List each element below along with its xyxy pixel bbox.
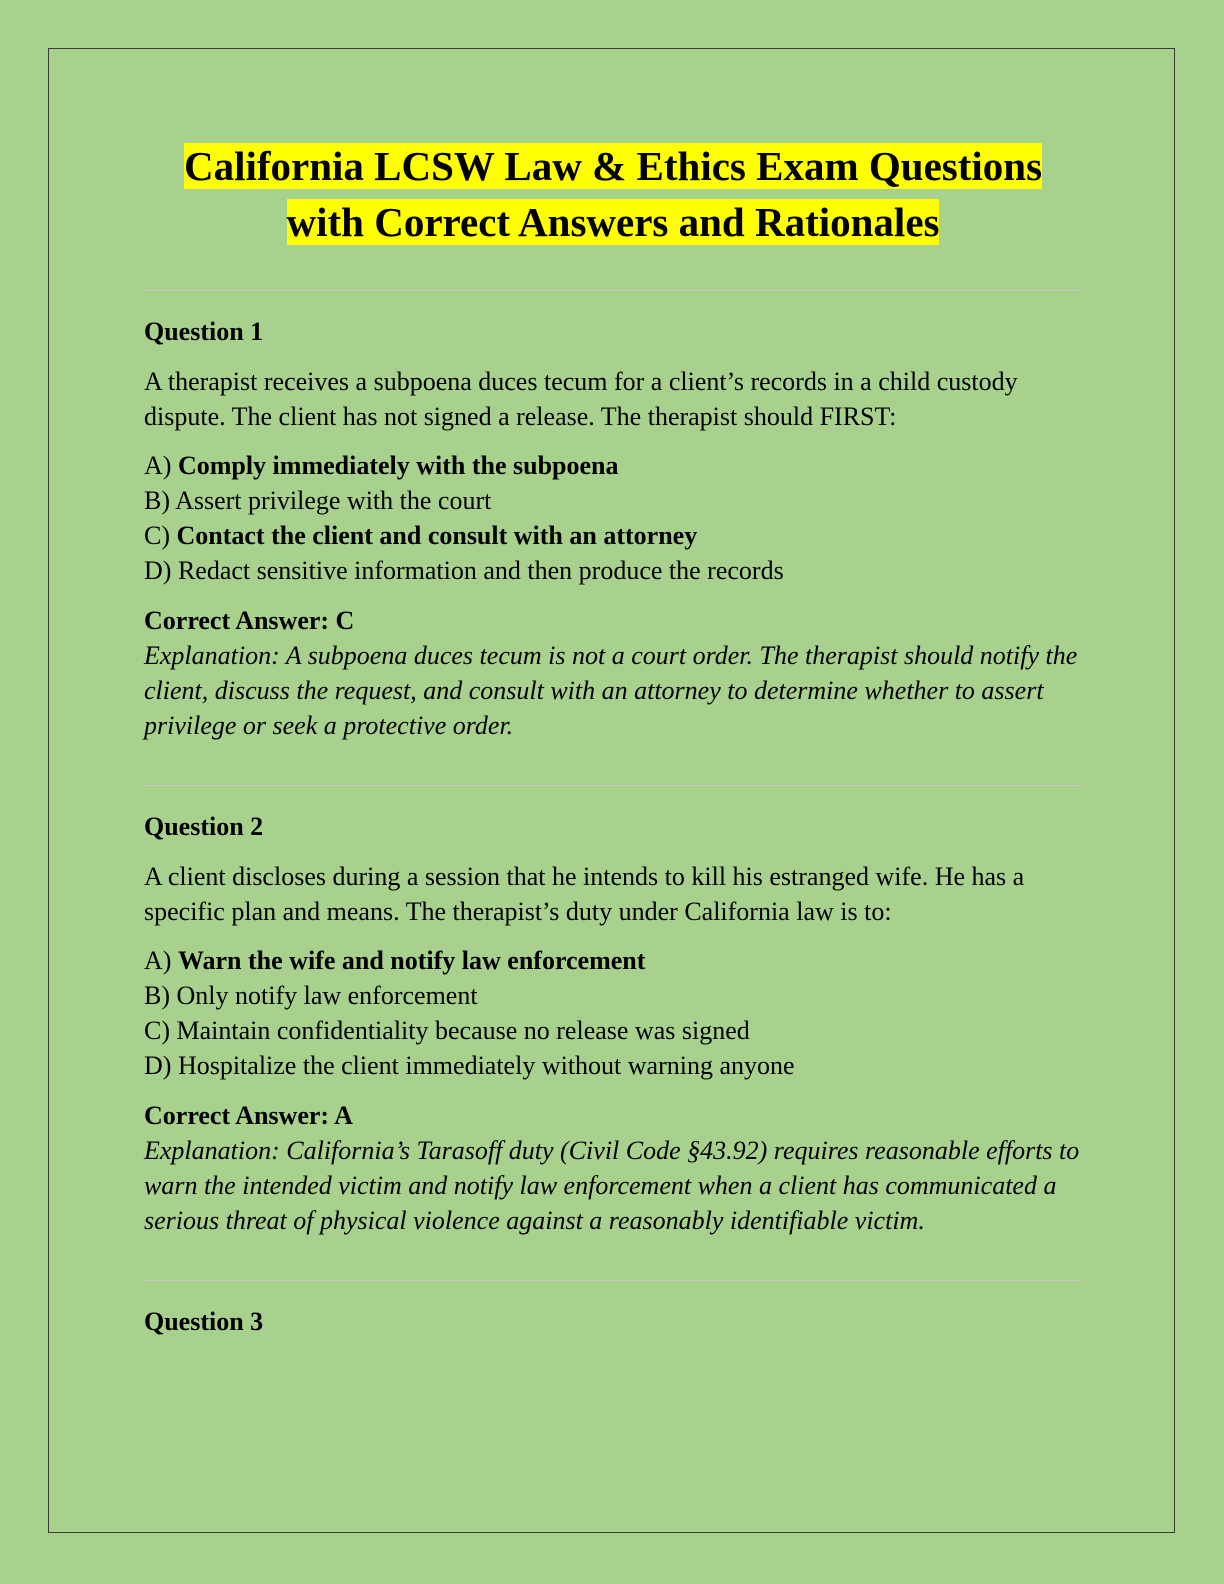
question-text: A client discloses during a session that he intends to kill his estranged wife. He has a specific plan and means. The therapist’s duty under California law is to:: [144, 862, 1025, 926]
question-2: [144, 810, 1082, 1238]
option-c: [144, 1013, 1082, 1048]
option-prefix: B): [144, 486, 176, 515]
explanation: Explanation: A subpoena duces tecum is not a court order. The therapist should notify the client, discuss the request, and consult with an attorney to determine whether to assert privilege or seek a protective order.: [144, 641, 1078, 740]
option-a: [144, 448, 1082, 483]
question-3: [144, 1305, 1082, 1339]
option-d: [144, 1048, 1082, 1083]
document-content: [144, 138, 1082, 1339]
question-text: A therapist receives a subpoena duces tecum for a client’s records in a child custody dispute. The client has not signed a release. The therapist should FIRST:: [144, 367, 1018, 431]
option-prefix: C): [144, 521, 177, 550]
question-1: [144, 315, 1082, 743]
answer-options: [144, 943, 1082, 1083]
option-prefix: C): [144, 1016, 177, 1045]
divider: [144, 290, 1082, 291]
option-label: Maintain confidentiality because no release was signed: [176, 1016, 750, 1045]
option-label: Contact the client and consult with an attorney: [176, 521, 698, 550]
option-prefix: D): [144, 1051, 178, 1080]
option-label: Warn the wife and notify law enforcement: [177, 946, 646, 975]
question-heading: Question 2: [144, 812, 264, 841]
option-d: [144, 553, 1082, 588]
option-b: [144, 978, 1082, 1013]
answer-options: [144, 448, 1082, 588]
correct-answer: Correct Answer: A: [144, 1101, 353, 1130]
explanation: Explanation: California’s Tarasoff duty (Civil Code §43.92) requires reasonable efforts to warn the intended victim and notify law enforcement when a client has communicated a serious threat of physical violence against a reasonably identifiable victim.: [144, 1136, 1080, 1235]
option-label: Redact sensitive information and then produce the records: [177, 556, 784, 585]
question-heading: Question 1: [144, 317, 264, 346]
option-prefix: A): [144, 946, 178, 975]
option-prefix: B): [144, 981, 177, 1010]
option-label: Hospitalize the client immediately without warning anyone: [177, 1051, 795, 1080]
option-prefix: D): [144, 556, 178, 585]
divider: [144, 1280, 1082, 1281]
correct-answer: Correct Answer: C: [144, 606, 355, 635]
divider: [144, 785, 1082, 786]
option-a: [144, 943, 1082, 978]
document-title: [144, 138, 1082, 250]
title-line-1: California LCSW Law & Ethics Exam Questions: [183, 143, 1043, 189]
title-line-2: with Correct Answers and Rationales: [286, 199, 940, 245]
question-heading: Question 3: [144, 1307, 264, 1336]
option-label: Only notify law enforcement: [176, 981, 478, 1010]
option-label: Comply immediately with the subpoena: [177, 451, 619, 480]
option-c: [144, 518, 1082, 553]
option-b: [144, 483, 1082, 518]
option-label: Assert privilege with the court: [175, 486, 492, 515]
option-prefix: A): [144, 451, 178, 480]
